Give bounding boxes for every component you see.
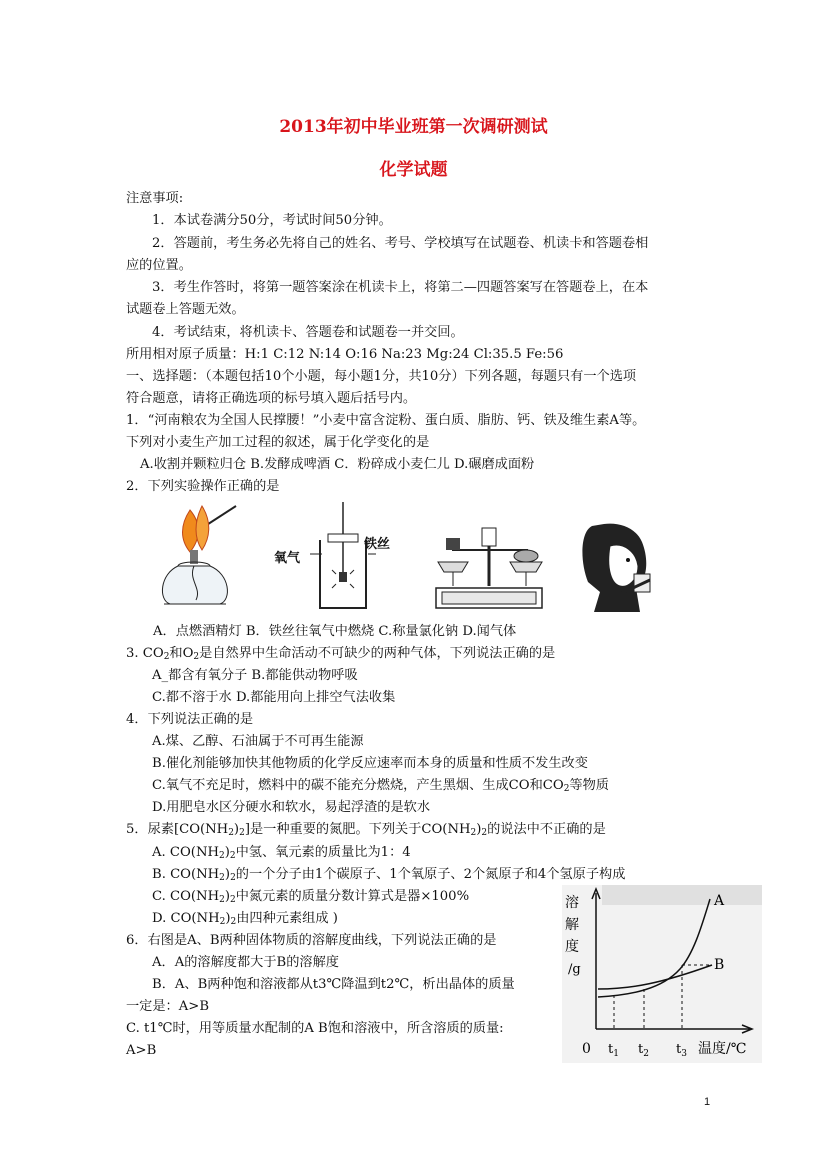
section-intro: 符合题意，请将正确选项的标号填入题后括号内。 (126, 391, 417, 406)
notice-item: 应的位置。 (126, 258, 192, 273)
page-title: 2013年初中毕业班第一次调研测试 (279, 117, 548, 137)
q5-option: C. $CO(NH_2)_2$中氮元素的质量分数计算式是器×100% (152, 889, 470, 905)
iron-wire-label: 铁丝 (364, 537, 391, 552)
notice-item: 3．考生作答时，将第一题答案涂在机读卡上，将第二—四题答案写在答题卷上，在本 (152, 280, 649, 295)
curve-a-label: A (714, 893, 725, 909)
alcohol-lamp-figure (150, 500, 240, 612)
q6-option: C. t1℃时，用等质量水配制的A B饱和溶液中，所含溶质的质量: (126, 1021, 504, 1036)
solubility-curve-graph (562, 885, 762, 1063)
q6-stem: 6．右图是A、B两种固体物质的溶解度曲线，下列说法正确的是 (126, 933, 497, 948)
iron-wire-oxygen-figure (270, 500, 400, 612)
origin-label: 0 (582, 1041, 591, 1057)
q3-options: C.都不溶于水 D.都能用向上排空气法收集 (152, 690, 396, 705)
q1-stem: 下列对小麦生产加工过程的叙述，属于化学变化的是 (126, 435, 430, 450)
q4-option: D.用肥皂水区分硬水和软水，易起浮渣的是软水 (152, 800, 431, 815)
y-label: /g (568, 962, 581, 977)
notice-item: 1．本试卷满分50分，考试时间50分钟。 (152, 213, 392, 228)
x-axis-label: 温度/℃ (698, 1041, 747, 1057)
q1-options: A.收割并颗粒归仓 B.发酵成啤酒 C．粉碎成小麦仁儿 D.碾磨成面粉 (140, 457, 535, 472)
q5-stem: 5．尿素$[CO(NH_2)_2]$是一种重要的氮肥。下列关于$CO(NH_2)_2$的说法中不正确的是 (126, 822, 606, 838)
q5-option: A. $CO(NH_2)_2$中氢、氧元素的质量比为1：4 (152, 845, 411, 861)
q6-option: A．A的溶解度都大于B的溶解度 (152, 955, 339, 970)
q3-options: A_都含有氧分子 B.都能供动物呼吸 (152, 668, 358, 683)
q4-option: B.催化剂能够加快其他物质的化学反应速率而本身的质量和性质不发生改变 (152, 756, 588, 771)
q4-stem: 4．下列说法正确的是 (126, 712, 254, 727)
y-label: 度 (565, 939, 579, 955)
y-label: 溶 (565, 895, 579, 911)
page-subtitle: 化学试题 (379, 160, 448, 180)
q2-options: A．点燃酒精灯 B．铁丝往氧气中燃烧 C.称量氯化钠 D.闻气体 (153, 624, 517, 639)
curve-b-label: B (714, 957, 725, 973)
q5-option: D. $CO(NH_2)_2$由四种元素组成 ) (152, 911, 338, 927)
q4-option: C.氧气不充足时，燃料中的碳不能充分燃烧，产生黑烟、生成CO和$CO_2$等物质 (152, 778, 609, 794)
q6-option: 一定是：A>B (126, 999, 210, 1014)
q4-option: A.煤、乙醇、石油属于不可再生能源 (152, 734, 364, 749)
notice-item: 2．答题前，考生务必先将自己的姓名、考号、学校填写在试题卷、机读卡和答题卷相 (152, 236, 649, 251)
tick-label: $t_3$ (676, 1042, 687, 1059)
q2-stem: 2．下列实验操作正确的是 (126, 479, 280, 494)
q3-stem: 3. $CO_2$和$O_2$是自然界中生命活动不可缺少的两种气体，下列说法正确的是 (126, 646, 556, 662)
tick-label: $t_2$ (638, 1042, 649, 1059)
notice-item: 试题卷上答题无效。 (126, 302, 245, 317)
smelling-gas-figure (580, 522, 660, 614)
atomic-masses: 所用相对原子质量：H:1 C:12 N:14 O:16 Na:23 Mg:24 Cl:35.5 Fe:56 (126, 347, 564, 362)
page-number: 1 (704, 1096, 711, 1108)
notice-item: 4．考试结束，将机读卡、答题卷和试题卷一并交回。 (152, 325, 464, 340)
q6-option: A>B (126, 1043, 157, 1058)
section-intro: 一、选择题：（本题包括10个小题，每小题1分，共10分）下列各题，每题只有一个选项 (126, 369, 637, 384)
q1-stem: 1．“河南粮农为全国人民撑腰！”小麦中富含淀粉、蛋白质、脂肪、钙、铁及维生素A等。 (126, 413, 646, 428)
q6-option: B．A、B两种饱和溶液都从t3℃降温到t2℃，析出晶体的质量 (152, 977, 515, 992)
tick-label: $t_1$ (608, 1042, 619, 1059)
oxygen-label: 氧气 (274, 551, 301, 566)
y-label: 解 (565, 917, 579, 933)
notice-heading: 注意事项: (126, 191, 184, 206)
q5-option: B. $CO(NH_2)_2$的一个分子由1个碳原子、1个氧原子、2个氮原子和4个氢原子构成 (152, 867, 626, 883)
balance-figure (432, 520, 547, 612)
